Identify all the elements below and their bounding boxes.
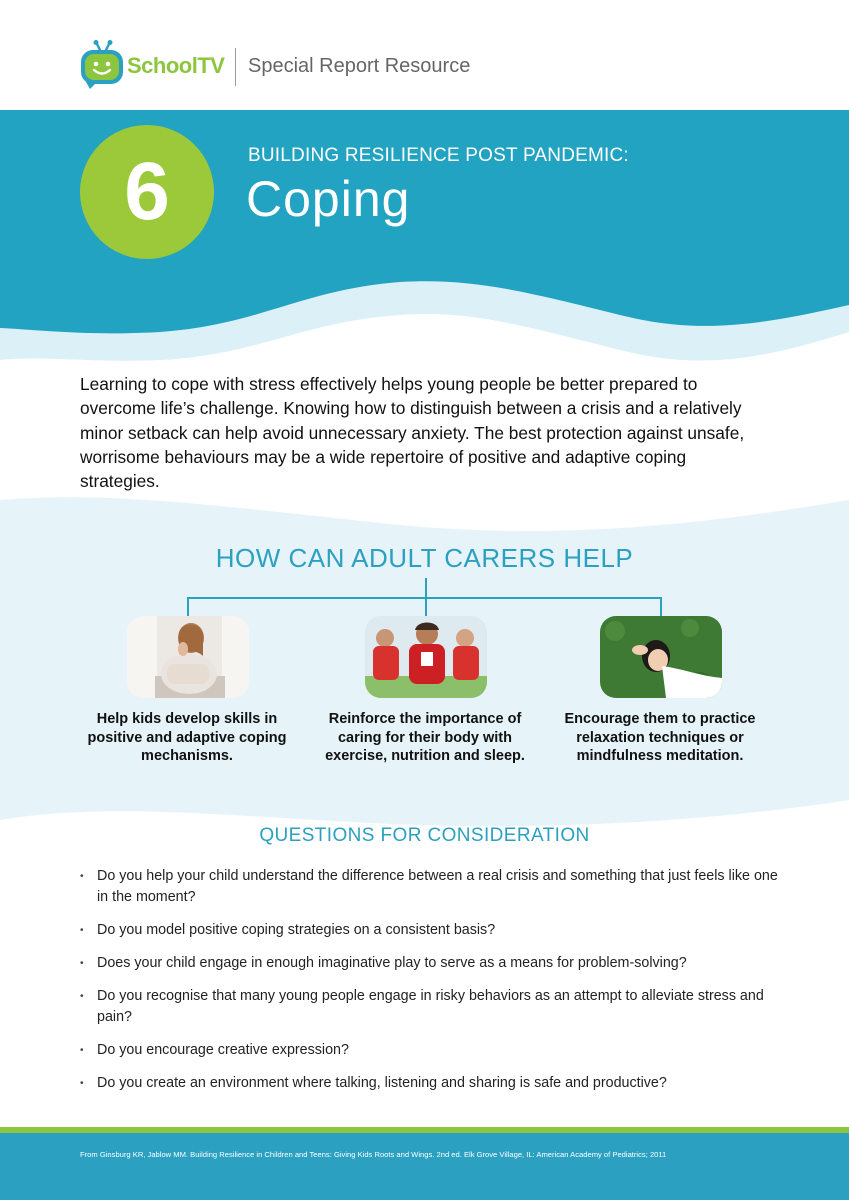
page-title: Coping (246, 171, 411, 227)
page-header (0, 0, 849, 110)
connector-right (660, 597, 662, 617)
schooltv-logo-icon (80, 40, 124, 90)
question-text: Do you encourage creative expression? (97, 1042, 349, 1058)
intro-paragraph: Learning to cope with stress effectively helps young people be better prepared to overcome life’s challenge. Knowing how to distinguish between a crisis and a relatively minor setback can help avoid unnecessary anxiety. The best protection against unsafe, worrisome behaviours may be a wide repertoire of positive and adaptive coping strategies. (80, 374, 745, 492)
photo-team-sports (365, 616, 487, 698)
photo-reflective-teen (127, 616, 249, 698)
list-item (80, 1040, 780, 1061)
bullet-icon: • (80, 1045, 84, 1056)
bullet-icon: • (80, 958, 84, 969)
header-divider (235, 48, 236, 86)
report-kicker: BUILDING RESILIENCE POST PANDEMIC: (248, 145, 629, 166)
list-item (80, 920, 780, 941)
bullet-icon: • (80, 991, 84, 1002)
list-item (80, 986, 780, 1028)
question-text: Does your child engage in enough imaginative play to serve as a means for problem-solving? (97, 955, 687, 971)
list-item (80, 1073, 780, 1094)
question-text: Do you model positive coping strategies on a consistent basis? (97, 922, 496, 938)
brand-name: SchoolTV (127, 53, 225, 78)
carer-tip-skills: Help kids develop skills in positive and adaptive coping mechanisms. (87, 711, 287, 764)
question-text: Do you help your child understand the difference between a real crisis and something that just feels like one in the moment? (97, 868, 778, 905)
list-item (80, 953, 780, 974)
questions-section-title: QUESTIONS FOR CONSIDERATION (259, 825, 590, 846)
report-label: Special Report Resource (248, 55, 471, 77)
photo-child-relaxing (600, 616, 722, 698)
connector-middle (425, 597, 427, 617)
list-item (80, 866, 780, 908)
question-text: Do you recognise that many young people engage in risky behaviors as an attempt to alleviate stress and pain? (97, 988, 764, 1025)
footer-citation: From Ginsburg KR, Jablow MM. Building Resilience in Children and Teens: Giving Kids Roots and Wings. 2nd ed. Elk Grove Village, IL: American Academy of Pediatrics; 2011 (80, 1150, 667, 1159)
carers-section-title: HOW CAN ADULT CARERS HELP (215, 543, 634, 573)
carer-tip-relaxation: Encourage them to practice relaxation techniques or mindfulness meditation. (564, 711, 756, 764)
connector-left (187, 597, 189, 617)
section-number: 6 (124, 146, 170, 237)
questions-list (80, 866, 780, 1106)
bullet-icon: • (80, 871, 84, 882)
bullet-icon: • (80, 925, 84, 936)
page-footer (0, 1133, 849, 1200)
bullet-icon: • (80, 1078, 84, 1089)
question-text: Do you create an environment where talking, listening and sharing is safe and productive? (97, 1075, 667, 1091)
connector-trunk (425, 578, 427, 598)
carer-tip-body-care: Reinforce the importance of caring for their body with exercise, nutrition and sleep. (325, 711, 525, 764)
